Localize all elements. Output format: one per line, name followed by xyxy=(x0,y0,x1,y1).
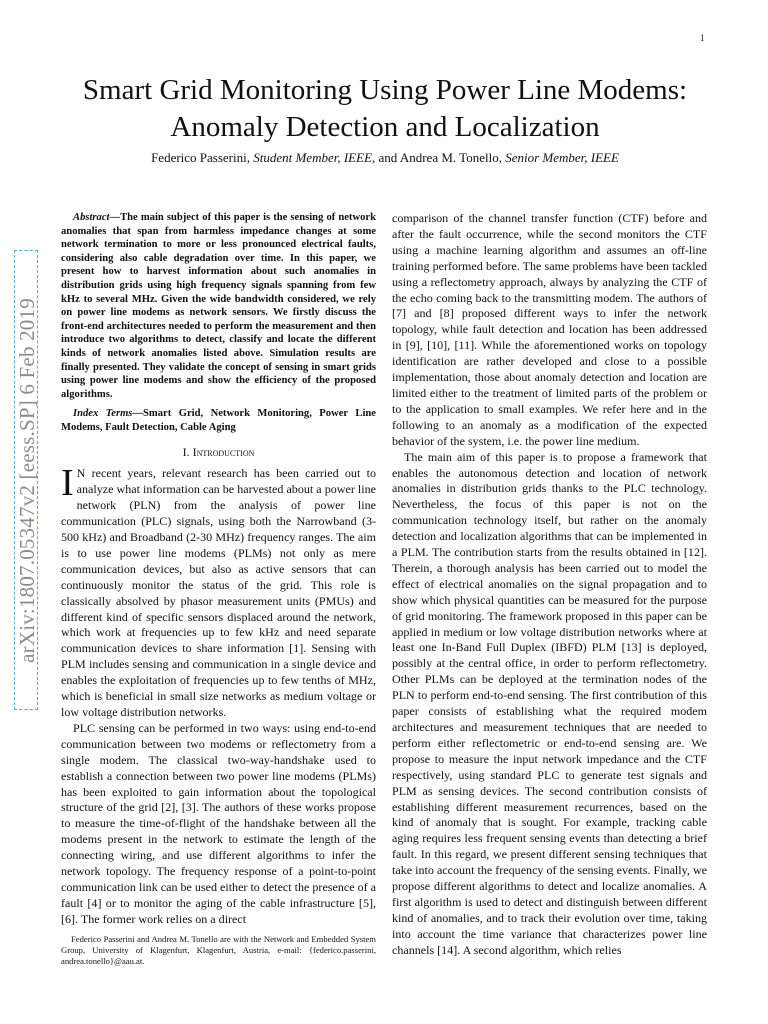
intro-paragraph-1-text: N recent years, relevant research has been carried out to analyze what information can be harvested about a power line network (PLN) from the analysis of power line communication (PLC) signals, using both the Narrowband (3-500 kHz) and Broadband (2-30 MHz) frequency ranges. The aim is to use power line modems (PLMs) not only as mere communication devices, but also as active sensors that can continuously monitor the status of the grid. This role is classically absolved by phasor measurement units (PMUs) and different kind of specific sensors displaced around the network, which work at frequencies up to few kHz and need separate communication devices to share information [1]. Sensing with PLM includes sensing and communication in a single device and enables the exploitation of frequencies up to few tenths of MHz, which is beneficial in small size networks as medium voltage or low voltage distribution networks. xyxy=(61,466,376,719)
author-conjunction: and xyxy=(378,150,398,165)
paper-title xyxy=(40,72,730,146)
arxiv-identifier-stamp[interactable] xyxy=(2,250,52,710)
arxiv-identifier-text: arXiv:1807.05347v2 [eess.SP] 6 Feb 2019 xyxy=(14,297,39,663)
author-2-name: Andrea M. Tonello, xyxy=(399,150,502,165)
page-number: 1 xyxy=(700,33,705,43)
right-column xyxy=(392,211,707,959)
author-2-role: Senior Member, IEEE xyxy=(505,150,619,165)
abstract-label: Abstract xyxy=(73,212,110,223)
author-line xyxy=(40,150,730,166)
right-paragraph-1: comparison of the channel transfer function (CTF) before and after the fault occurrence, while the second monitors the CTF using a machine learning algorithm and assumes an off-line training performed before. The same problems have been tackled using a reflectometry approach, always by analyzing the CTF of the echo coming back to the transmitting modem. The authors of [7] and [8] proposed different ways to infer the network topology, while fault detection and location has been addressed in [9], [10], [11]. While the aforementioned works on topology identification are rather developed and close to a possible implementation, those about anomaly detection and location are limited either to the treatment of limited parts of the problem or to the application to small examples. We refer here and in the following to an anomaly as a modification of the expected behavior of the system, i.e. the power line medium. xyxy=(392,211,707,448)
index-terms xyxy=(61,407,376,434)
title-line-2: Anomaly Detection and Localization xyxy=(170,111,600,143)
index-terms-label: Index Terms xyxy=(73,408,133,420)
abstract xyxy=(61,211,376,401)
right-paragraph-2: The main aim of this paper is to propose a framework that enables the autonomous detection and location of network anomalies in distribution grids thanks to the PLC technology. Nevertheless, the focus of this paper is not on the communication technology itself, but rather on the anomaly detection and localization algorithms that can be implemented in a PLM. The contribution starts from the results obtained in [12]. Therein, a thorough analysis has been carried out to model the effect of electrical anomalies on the signal propagation and to show which physical quantities can be measured for the purpose of grid monitoring. The framework proposed in this paper can be applied in medium or low voltage distribution networks where at least one In-Band Full Duplex (IBFD) PLM [13] is deployed, possibly at the central office, in order to perform reflectometry. Other PLMs can be deployed at the termination nodes of the PLN to perform end-to-end sensing. The first contribution of this paper consists of establishing what the required modem architectures and measurement techniques that are needed to perform either reflectometric or end-to-end sensing are. We propose to measure the input network impedance and the CTF respectively, using standard PLC to generate test signals and PLM as sensing devices. The second contribution consists of establishing different measurement recurrences, based on the kind of anomaly that is sought. For example, tracking cable aging requires less frequent sensing events than detecting a brief fault. In this regard, we present different sensing techniques that take into account the frequency of the sensing events. Finally, we propose different algorithms to detect and localize anomalies. A first algorithm is used to detect and distinguish between different kind of anomalies, and to track their evolution over time, taking into account the time variance that characterizes power line channels [14]. A second algorithm, which relies xyxy=(392,449,707,957)
intro-paragraph-2: PLC sensing can be performed in two ways: using end-to-end communication between two modems or reflectometry from a single modem. The classical two-way-handshake used to establish a connection between two power line modems (PLMs) has been exploited to gain information about the topological structure of the grid [2], [3]. The authors of these works propose to measure the time-of-flight of the handshake between all the modems present in the network to estimate the length of the connecting wiring, and use different algorithms to infer the network topology. The frequency response of a point-to-point communication link can be used either to detect the presence of a fault [4] or to monitor the aging of the cable infrastructure [5], [6]. The former work relies on a direct xyxy=(61,720,376,926)
title-line-1: Smart Grid Monitoring Using Power Line Modems: xyxy=(82,74,688,106)
author-affiliation-footnote: Federico Passerini and Andrea M. Tonello are with the Network and Embedded System Group, University of Klagenfurt, Klagenfurt, Austria, e-mail: {federico.passerini, andrea.tonello}@aau.at. xyxy=(61,934,376,966)
left-column xyxy=(61,211,376,928)
drop-cap: I xyxy=(61,462,74,505)
index-terms-text: —Smart Grid, Network Monitoring, Power Line Modems, Fault Detection, Cable Aging xyxy=(61,408,376,433)
abstract-text: —The main subject of this paper is the sensing of network anomalies that span from harmless impedance changes at some network termination to more or less pronounced electrical faults, considering also cable degradation over time. In this paper, we present how to harvest information about such anomalies in distribution grids using high frequency signals spanning from few kHz to several MHz. Given the wide bandwidth considered, we rely on power line modems as network sensors. We firstly discuss the front-end architectures needed to perform the measurement and then introduce two algorithms to detect, classify and locate the different kinds of network anomalies listed above. Simulation results are finally presented. They validate the concept of sensing in smart grids using power line modems and show the efficiency of the proposed algorithms. xyxy=(61,212,376,400)
author-1-name: Federico Passerini, xyxy=(151,150,250,165)
intro-paragraph-1 xyxy=(61,462,376,721)
section-heading-introduction: I. Introduction xyxy=(182,444,255,459)
author-1-role: Student Member, IEEE, xyxy=(253,150,376,165)
